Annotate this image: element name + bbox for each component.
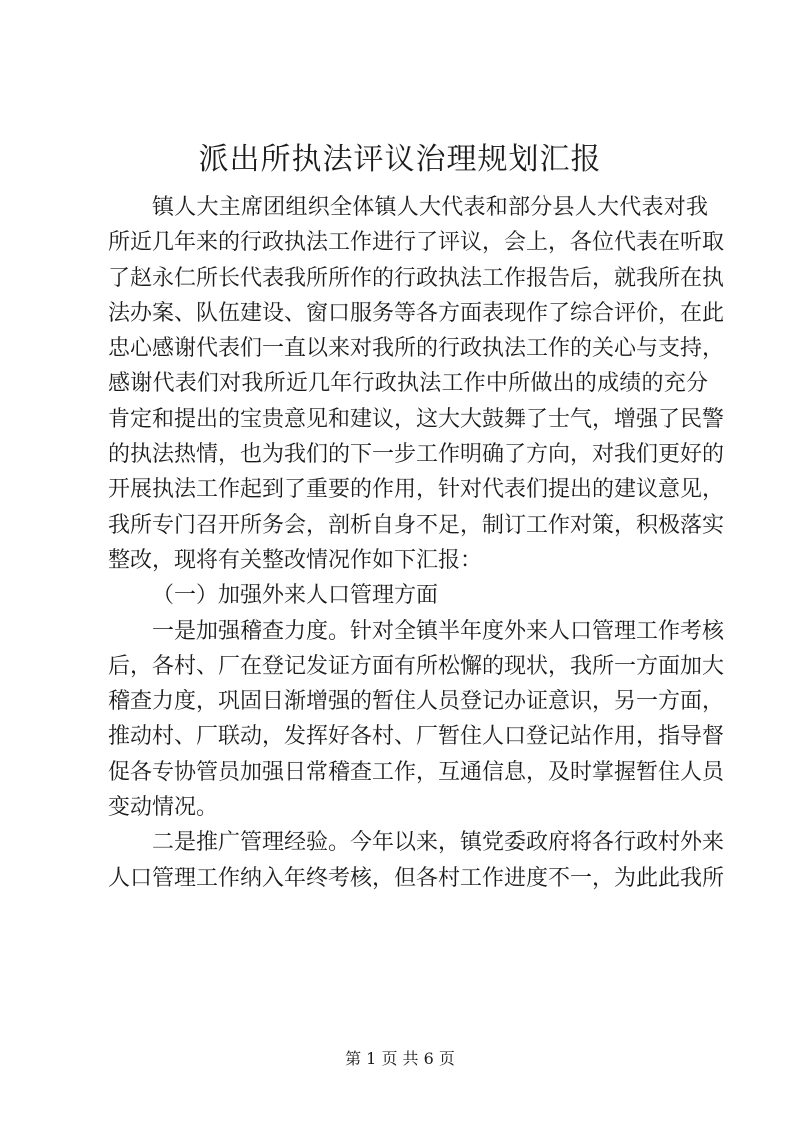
- paragraph-line: 稽查力度，巩固日渐增强的暂住人员登记办证意识，另一方面，: [108, 689, 725, 715]
- paragraph-line: 促各专协管员加强日常稽查工作，互通信息，及时掌握暂住人员: [108, 759, 725, 785]
- paragraph-line: 所近几年来的行政执法工作进行了评议，会上，各位代表在听取: [108, 230, 725, 256]
- paragraph-line: 镇人大主席团组织全体镇人大代表和部分县人大代表对我: [152, 195, 708, 220]
- page-footer: 第 1 页 共 6 页: [345, 1049, 455, 1068]
- document-title: 派出所执法评议治理规划汇报: [198, 142, 602, 177]
- paragraph-line: 我所专门召开所务会，剖析自身不足，制订工作对策，积极落实: [108, 512, 725, 538]
- paragraph-line: 整改，现将有关整改情况作如下汇报：: [108, 547, 483, 573]
- paragraph-line: 忠心感谢代表们一直以来对我所的行政执法工作的关心与支持，: [108, 336, 725, 362]
- paragraph-line: 变动情况。: [108, 795, 219, 821]
- paragraph-line: 法办案、队伍建设、窗口服务等各方面表现作了综合评价，在此: [108, 300, 725, 326]
- paragraph-line: 推动村、厂联动，发挥好各村、厂暂住人口登记站作用，指导督: [108, 724, 725, 750]
- paragraph-line: 后，各村、厂在登记发证方面有所松懈的现状，我所一方面加大: [108, 653, 725, 679]
- paragraph-line: 一是加强稽查力度。针对全镇半年度外来人口管理工作考核: [152, 618, 725, 644]
- paragraph-line: 开展执法工作起到了重要的作用，针对代表们提出的建议意见，: [108, 477, 725, 503]
- paragraph-line: 二是推广管理经验。今年以来，镇党委政府将各行政村外来: [152, 830, 725, 856]
- paragraph-line: 人口管理工作纳入年终考核，但各村工作进度不一，为此此我所: [108, 865, 725, 891]
- section-heading: （一）加强外来人口管理方面: [152, 583, 439, 609]
- paragraph-line: 感谢代表们对我所近几年行政执法工作中所做出的成绩的充分: [108, 371, 708, 397]
- document-body: [108, 190, 725, 896]
- paragraph-line: 了赵永仁所长代表我所所作的行政执法工作报告后，就我所在执: [108, 265, 725, 291]
- paragraph-line: 肯定和提出的宝贵意见和建议，这大大鼓舞了士气，增强了民警: [108, 406, 725, 432]
- paragraph-line: 的执法热情，也为我们的下一步工作明确了方向，对我们更好的: [108, 442, 725, 468]
